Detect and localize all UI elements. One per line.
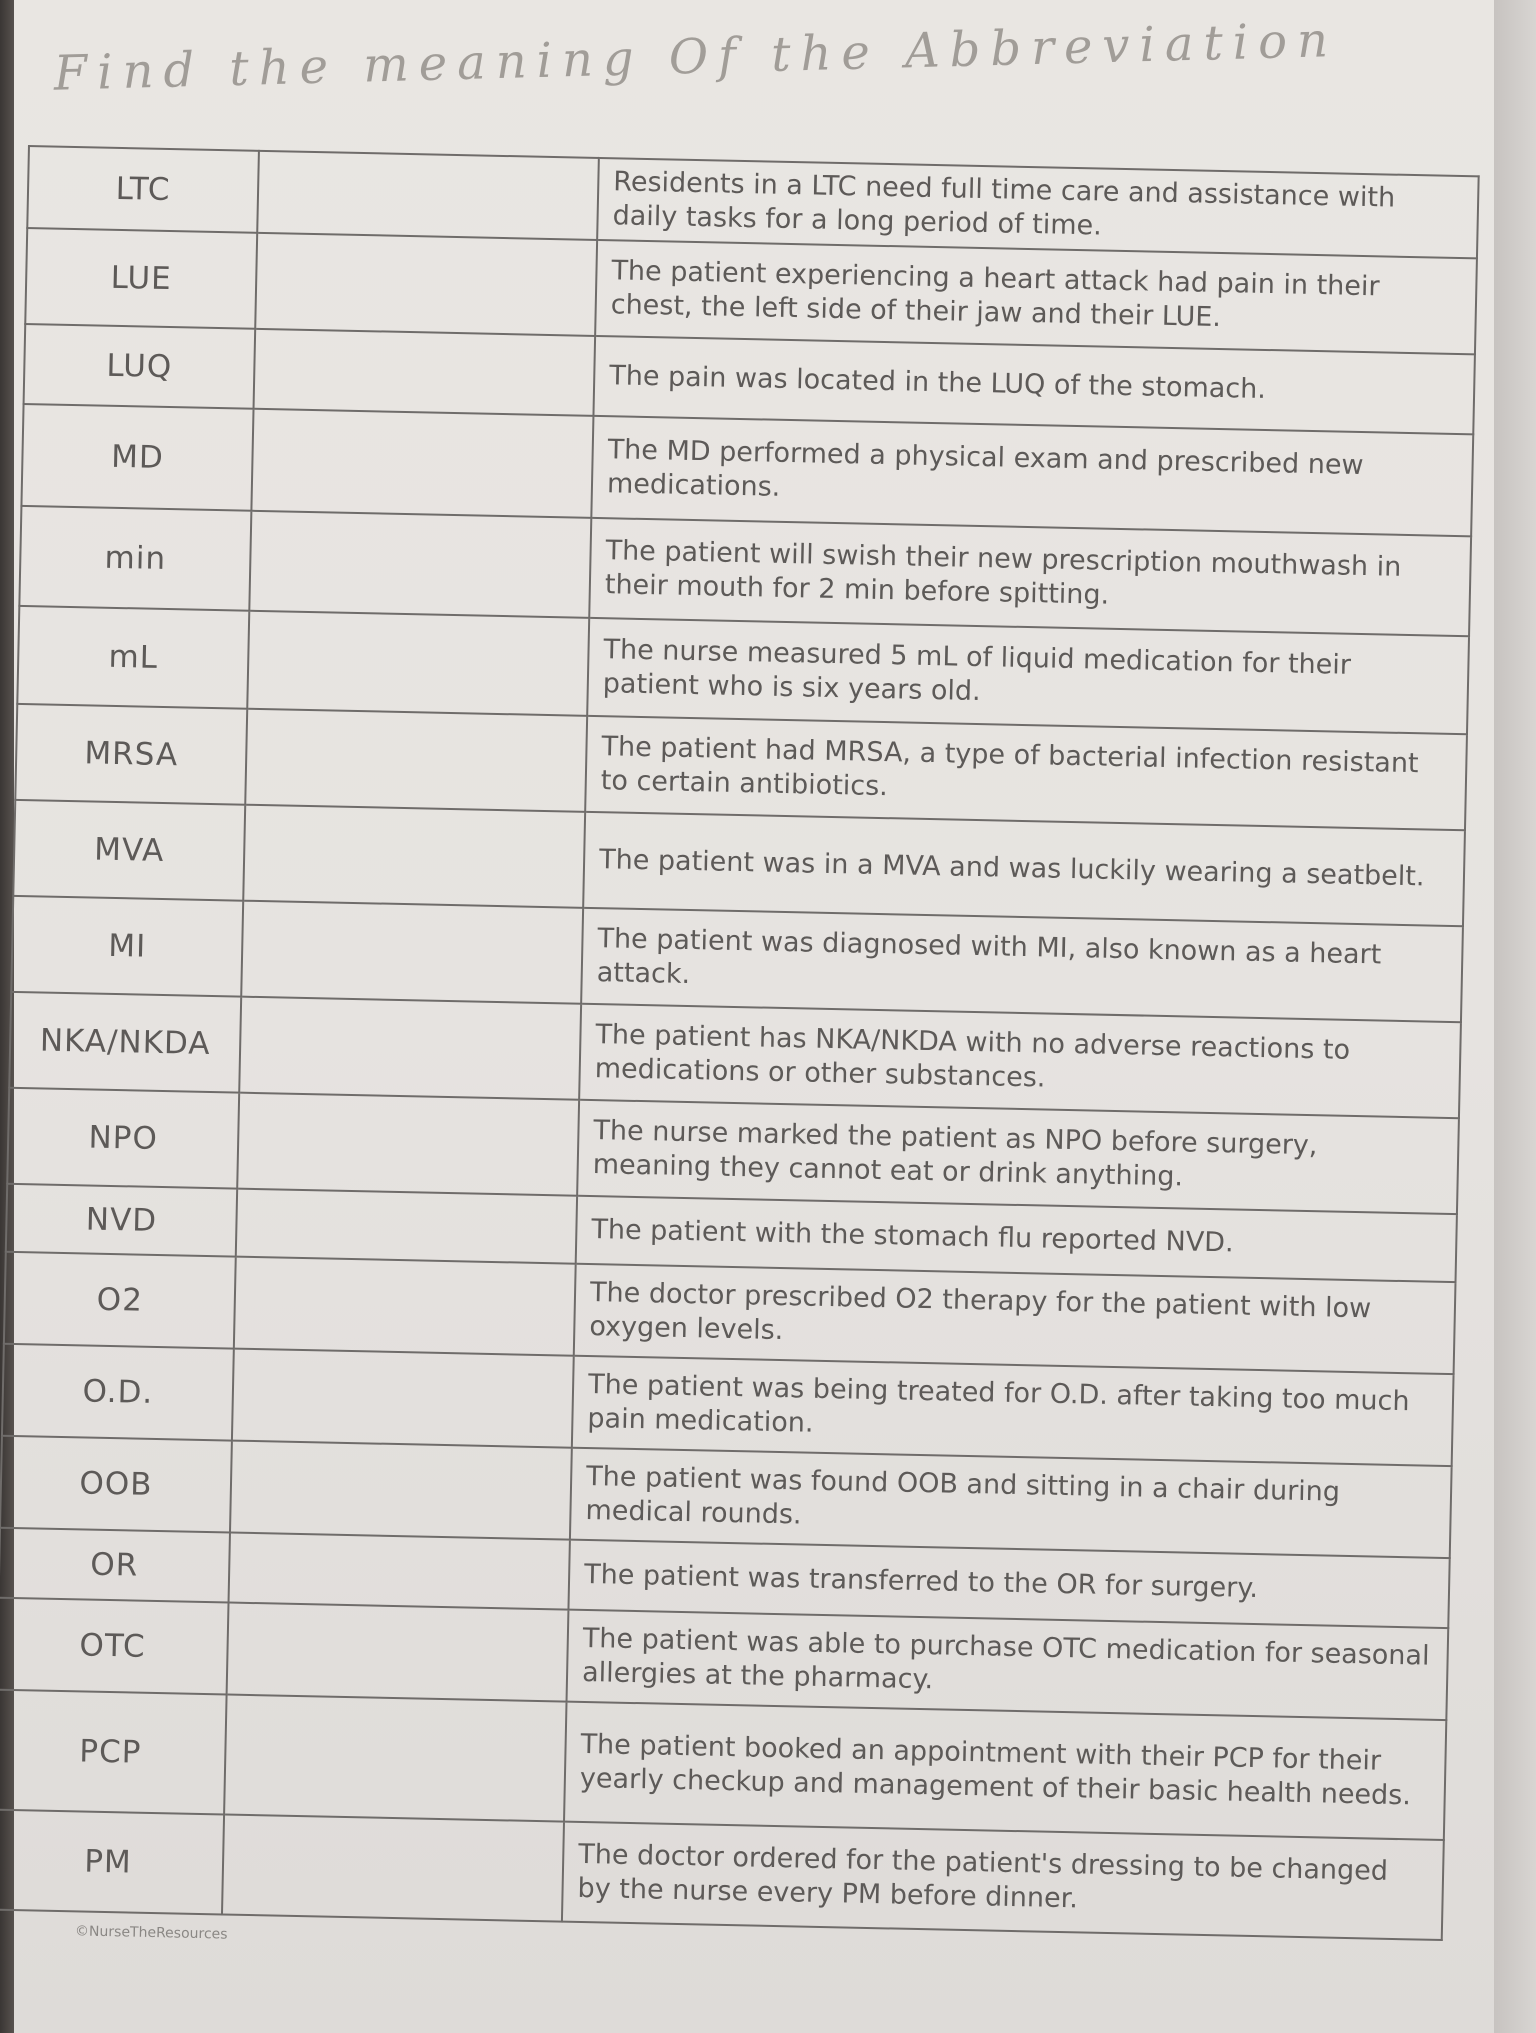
example-sentence-cell: The patient was transferred to the OR for surgery. <box>568 1540 1449 1628</box>
example-sentence-cell: The doctor prescribed O2 therapy for the patient with low oxygen levels. <box>574 1264 1456 1374</box>
abbreviation-cell: MRSA <box>15 704 247 805</box>
abbreviation-cell: LUQ <box>24 324 256 409</box>
meaning-answer-cell[interactable] <box>254 329 596 416</box>
abbreviation-cell: O2 <box>4 1252 236 1349</box>
abbreviation-cell: O.D. <box>2 1344 234 1441</box>
copyright-watermark: ©NurseTheResources <box>74 1923 228 1943</box>
abbreviation-cell: PM <box>0 1810 224 1915</box>
meaning-answer-cell[interactable] <box>251 409 593 518</box>
example-sentence-cell: Residents in a LTC need full time care and assistance with daily tasks for a long period of time. <box>597 158 1479 258</box>
meaning-answer-cell[interactable] <box>249 511 591 618</box>
meaning-answer-cell[interactable] <box>257 151 599 240</box>
abbreviation-cell: OTC <box>0 1598 229 1695</box>
meaning-answer-cell[interactable] <box>237 1093 579 1196</box>
meaning-answer-cell[interactable] <box>236 1189 577 1264</box>
meaning-answer-cell[interactable] <box>239 997 581 1100</box>
handwritten-title: Find the meaning Of the Abbreviation <box>53 12 1339 102</box>
example-sentence-cell: The patient experiencing a heart attack had pain in their chest, the left side of their jaw and their LUE. <box>595 240 1477 354</box>
example-sentence-cell: The patient was able to purchase OTC medication for seasonal allergies at the pharmacy. <box>567 1610 1449 1720</box>
example-sentence-cell: The patient booked an appointment with their PCP for their yearly checkup and management of their basic health needs. <box>564 1702 1446 1840</box>
example-sentence-cell: The nurse measured 5 mL of liquid medication for their patient who is six years old. <box>587 618 1469 734</box>
abbreviation-cell: NPO <box>7 1088 239 1189</box>
abbreviation-cell: LTC <box>27 146 259 233</box>
example-sentence-cell: The patient was diagnosed with MI, also known as a heart attack. <box>581 908 1463 1022</box>
example-sentence-cell: The patient had MRSA, a type of bacterial infection resistant to certain antibiotics. <box>585 716 1467 830</box>
example-sentence-cell: The patient was found OOB and sitting in a chair during medical rounds. <box>570 1448 1452 1558</box>
meaning-answer-cell[interactable] <box>234 1257 576 1356</box>
example-sentence-cell: The pain was located in the LUQ of the stomach. <box>593 336 1474 434</box>
meaning-answer-cell[interactable] <box>247 611 589 716</box>
abbreviation-cell: NVD <box>6 1184 237 1257</box>
example-sentence-cell: The patient was being treated for O.D. after taking too much pain medication. <box>572 1356 1454 1466</box>
meaning-answer-cell[interactable] <box>230 1441 572 1540</box>
abbreviation-cell: NKA/NKDA <box>9 992 241 1093</box>
example-sentence-cell: The MD performed a physical exam and prescribed new medications. <box>591 416 1473 536</box>
right-edge-background <box>1494 0 1536 2033</box>
example-sentence-cell: The patient was in a MVA and was luckily wearing a seatbelt. <box>583 812 1465 926</box>
abbreviation-cell: PCP <box>0 1690 227 1815</box>
abbreviation-cell: OR <box>0 1528 230 1603</box>
abbreviation-table <box>0 145 1480 1941</box>
meaning-answer-cell[interactable] <box>227 1603 569 1702</box>
meaning-answer-cell[interactable] <box>241 901 583 1004</box>
abbreviation-cell: min <box>19 506 251 611</box>
abbreviation-cell: MI <box>11 896 243 997</box>
example-sentence-cell: The doctor ordered for the patient's dressing to be changed by the nurse every PM before dinner. <box>562 1822 1444 1940</box>
abbreviation-cell: OOB <box>0 1436 232 1533</box>
abbreviation-table-wrapper <box>0 145 1478 1975</box>
example-sentence-cell: The patient has NKA/NKDA with no adverse reactions to medications or other substances. <box>579 1004 1461 1118</box>
abbreviation-cell: MVA <box>13 800 245 901</box>
meaning-answer-cell[interactable] <box>229 1533 570 1610</box>
meaning-answer-cell[interactable] <box>245 709 587 812</box>
meaning-answer-cell[interactable] <box>224 1694 566 1821</box>
abbreviation-cell: MD <box>21 404 253 511</box>
abbreviation-cell: LUE <box>25 228 257 329</box>
example-sentence-cell: The patient with the stomach flu reported NVD. <box>576 1196 1457 1282</box>
example-sentence-cell: The nurse marked the patient as NPO before surgery, meaning they cannot eat or drink anything. <box>577 1100 1459 1214</box>
meaning-answer-cell[interactable] <box>222 1814 564 1921</box>
meaning-answer-cell[interactable] <box>243 805 585 908</box>
example-sentence-cell: The patient will swish their new prescription mouthwash in their mouth for 2 min before spitting. <box>589 518 1471 636</box>
abbreviation-cell: mL <box>17 606 249 709</box>
meaning-answer-cell[interactable] <box>232 1349 574 1448</box>
meaning-answer-cell[interactable] <box>255 233 597 336</box>
